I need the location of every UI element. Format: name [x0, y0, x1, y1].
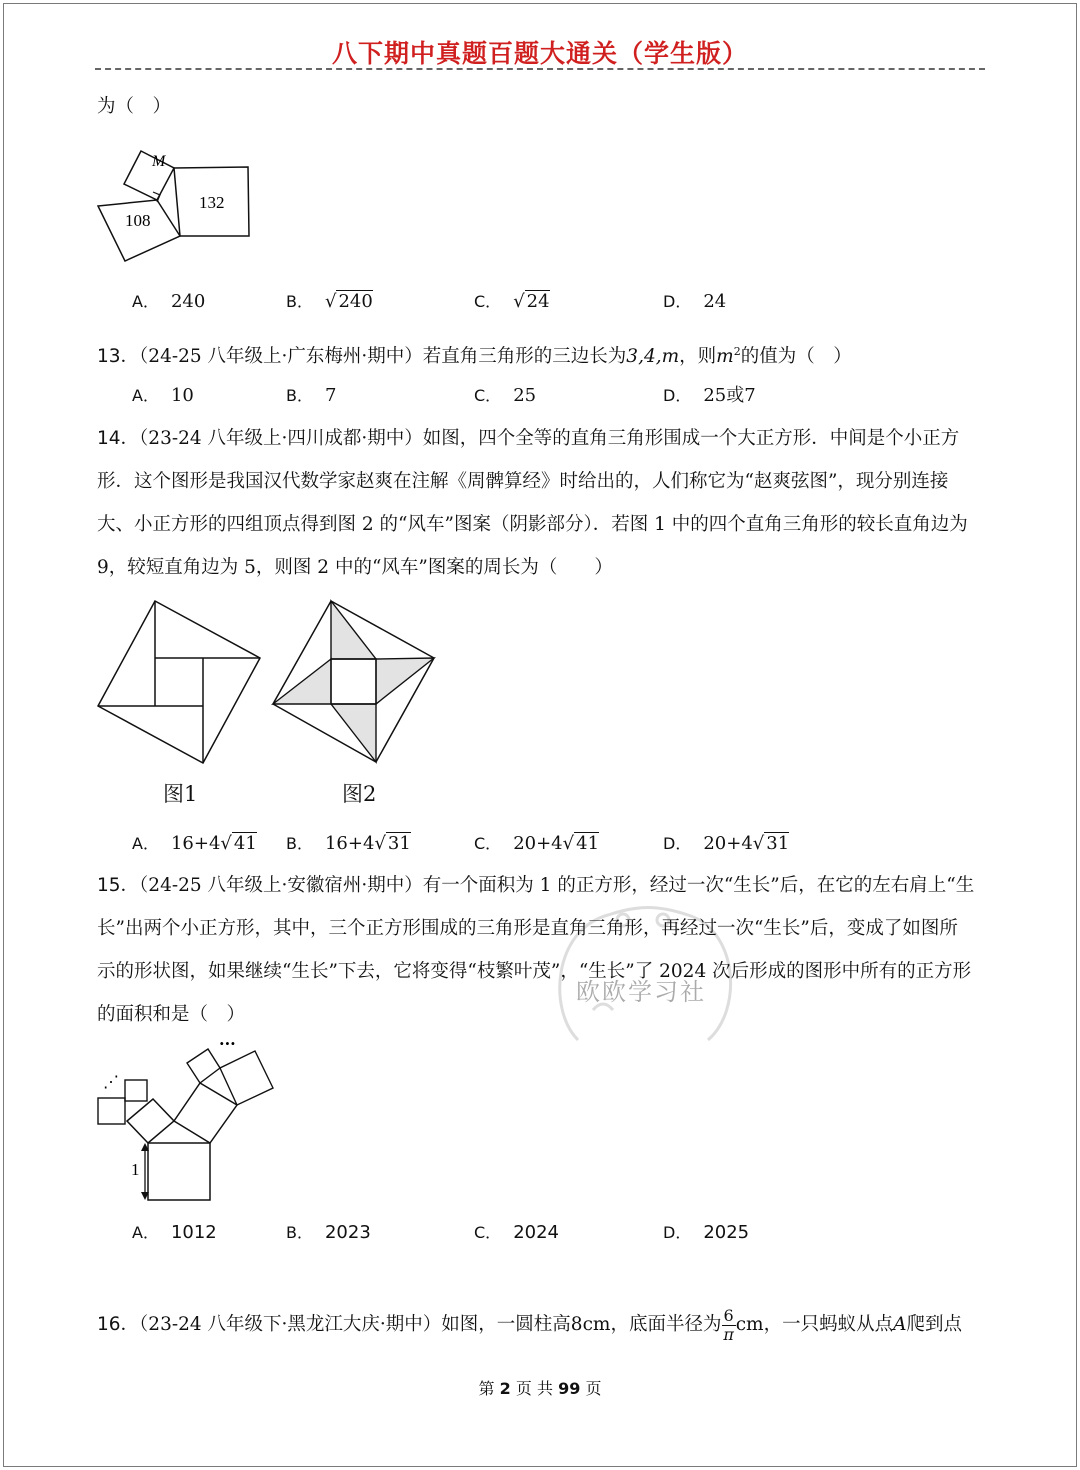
q13-option-d[interactable]: D． 25或7	[663, 385, 756, 406]
q13-option-a[interactable]: A． 10	[132, 385, 194, 406]
q12-stem-tail: 为（ ）	[97, 96, 172, 117]
q13-option-b[interactable]: B． 7	[286, 385, 337, 406]
q14-line-2: 形．这个图形是我国汉代数学家赵爽在注解《周髀算经》时给出的，人们称它为“赵爽弦图”，现分别连接	[97, 471, 949, 492]
q15-top-small-square-1	[187, 1049, 220, 1083]
q12-label-m: M	[152, 153, 166, 170]
q15-left-square	[127, 1099, 174, 1143]
q12-label-132: 132	[199, 193, 225, 212]
q12-option-a[interactable]: A． 240	[132, 291, 206, 312]
q16-fraction: $\frac{6}{\pi}$	[723, 1305, 734, 1344]
q14-fig2-outer-square	[273, 601, 434, 762]
q13-stem: 13．（24-25 八年级上·广东梅州·期中）若直角三角形的三边长为3,4,m，则$m^2$的值为（ ）	[97, 345, 852, 368]
q14-line-4: 9，较短直角边为 5，则图 2 中的“风车”图案的周长为（ ）	[97, 557, 613, 578]
q12-label-108: 108	[125, 211, 151, 230]
q12-square-108	[98, 200, 180, 261]
q12-option-c[interactable]: C． √ 24	[474, 291, 550, 312]
q15-left-small-square-2	[125, 1080, 147, 1101]
q15-dots-left: ⋰	[103, 1072, 119, 1091]
q14-line-1: 14．（23-24 八年级上·四川成都·期中）如图，四个全等的直角三角形围成一个大正方形．中间是个小正方	[97, 428, 960, 449]
q14-fig1-outer-square	[98, 601, 260, 763]
q14-fig2-blade-4	[273, 659, 331, 704]
header-divider	[95, 68, 985, 70]
q15-left-small-square-1	[98, 1098, 125, 1124]
q15-option-a[interactable]: A． 1012	[132, 1222, 217, 1243]
q14-fig2-blade-2	[376, 658, 434, 704]
q15-figure	[95, 1035, 280, 1205]
q15-line-3: 示的形状图，如果继续“生长”下去，它将变得“枝繁叶茂”，“生长”了 2024 次后形成的图形中所有的正方形	[97, 961, 972, 982]
q15-line-4: 的面积和是（ ）	[97, 1004, 246, 1025]
q14-figure-1	[95, 598, 265, 773]
q15-base-square	[148, 1143, 210, 1200]
q14-fig2-inner-square	[331, 659, 376, 704]
q14-fig2-caption: 图2	[342, 782, 377, 806]
q14-option-a[interactable]: A． 16+4√ 41	[132, 833, 257, 854]
q15-dots-top: ···	[219, 1035, 236, 1053]
q13-option-c[interactable]: C． 25	[474, 385, 537, 406]
q15-right-square	[174, 1083, 237, 1143]
page-footer: 第 2 页 共 99 页	[478, 1379, 602, 1398]
q12-figure	[95, 135, 255, 265]
q15-top-small-square-2	[220, 1051, 273, 1105]
watermark-text: 欧欧学习社	[576, 978, 706, 1006]
q14-fig2-blade-1	[331, 601, 376, 659]
q12-option-b[interactable]: B． √ 240	[286, 291, 373, 312]
q15-option-c[interactable]: C． 2024	[474, 1222, 559, 1243]
q15-line-1: 15．（24-25 八年级上·安徽宿州·期中）有一个面积为 1 的正方形，经过一次“生长”后，在它的左右肩上“生	[97, 875, 975, 896]
q14-option-b[interactable]: B． 16+4√ 31	[286, 833, 411, 854]
q12-option-d[interactable]: D． 24	[663, 291, 727, 312]
q14-option-c[interactable]: C． 20+4√ 41	[474, 833, 600, 854]
q14-option-d[interactable]: D． 20+4√ 31	[663, 833, 790, 854]
q15-line-2: 长”出两个小正方形，其中，三个正方形围成的三角形是直角三角形，再经过一次“生长”后，变成了如图所	[97, 918, 958, 939]
q15-option-d[interactable]: D． 2025	[663, 1222, 750, 1243]
q15-option-b[interactable]: B． 2023	[286, 1222, 371, 1243]
q16-stem: 16．（23-24 八年级下·黑龙江大庆·期中）如图，一圆柱高8cm，底面半径为 $\frac{6}{\pi}$ cm，一只蚂蚁从点A爬到点	[97, 1305, 962, 1344]
q14-figure-2	[270, 598, 440, 773]
q14-fig2-blade-3	[331, 704, 376, 762]
q14-fig1-caption: 图1	[163, 782, 198, 806]
q15-label-one: 1	[131, 1160, 140, 1179]
page-title: 八下期中真题百题大通关（学生版）	[331, 39, 748, 68]
q14-line-3: 大、小正方形的四组顶点得到图 2 的“风车”图案（阴影部分）．若图 1 中的四个直角三角形的较长直角边为	[97, 514, 968, 535]
q12-square-m	[124, 151, 174, 200]
